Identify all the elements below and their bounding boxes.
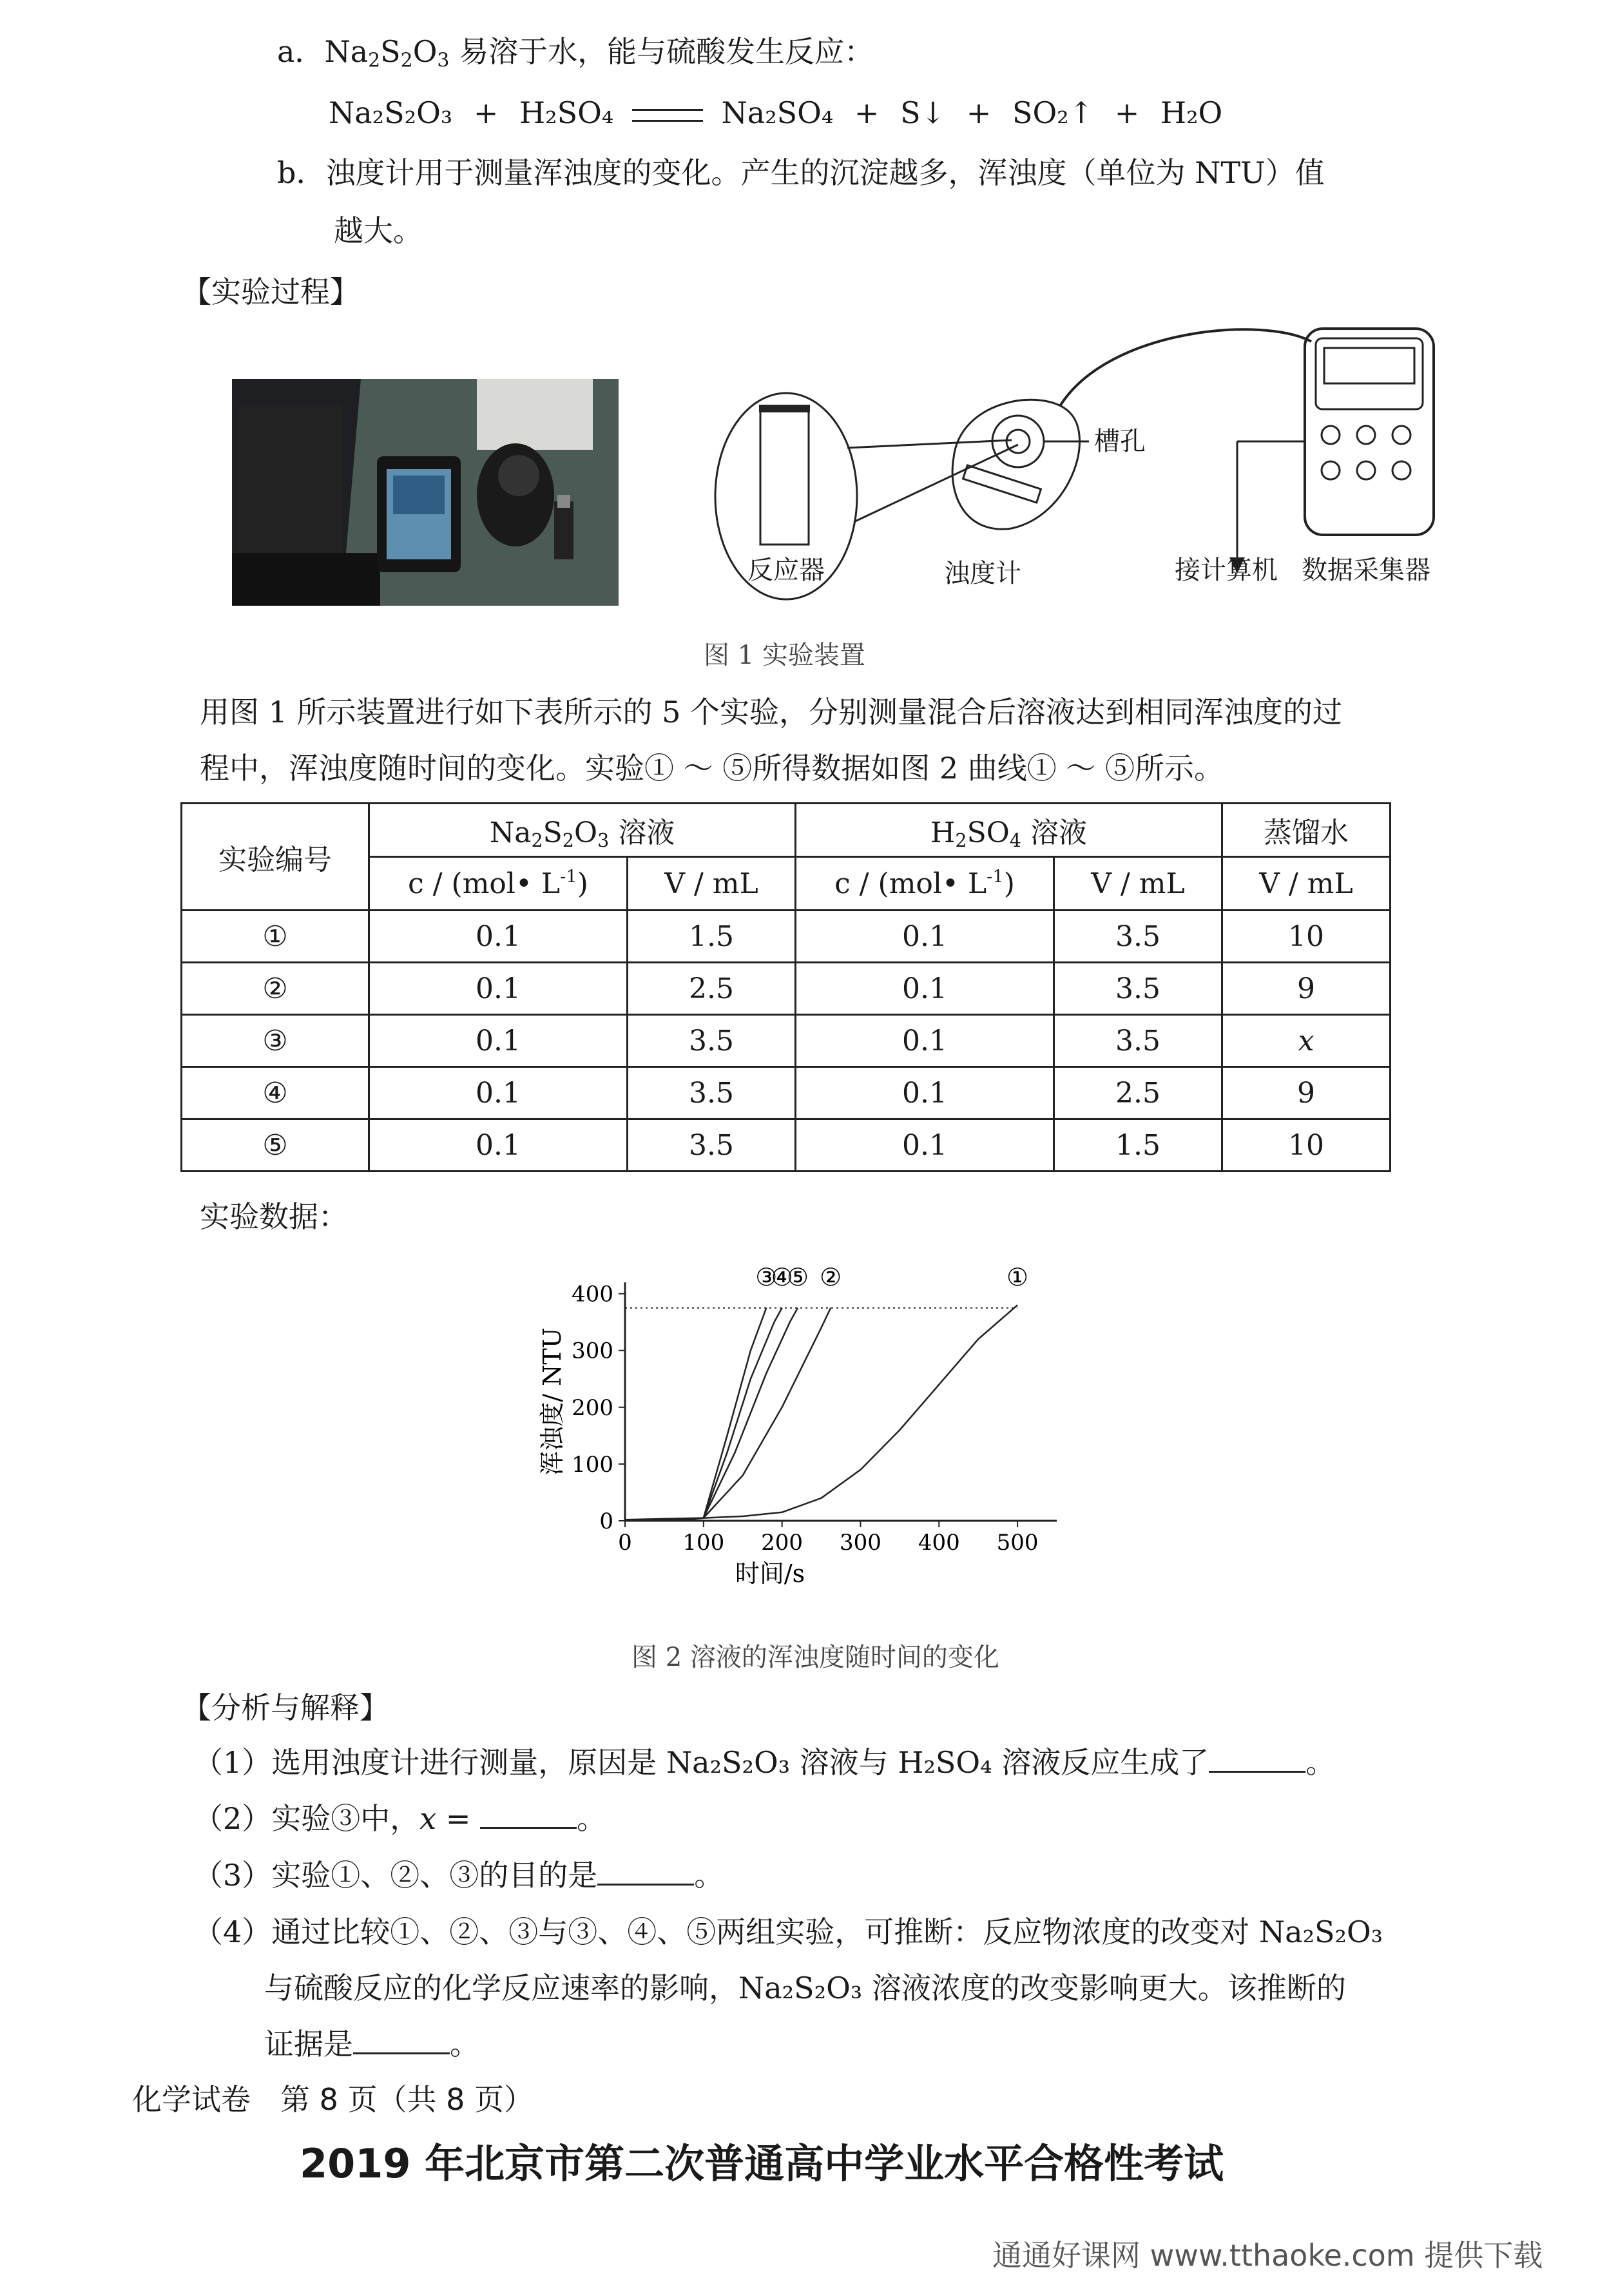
- info-a-text: 易溶于水，能与硫酸发生反应：: [459, 34, 874, 69]
- subheader-na-c: c / (mol• $L^{-1}$): [369, 857, 628, 911]
- y-axis-title: 浑浊度/ NTU: [538, 1327, 566, 1476]
- table-row: [182, 911, 1391, 963]
- turbidity-chart: [528, 1250, 1173, 1611]
- y-tick-label: 200: [572, 1394, 613, 1421]
- na-volume: 3.5: [628, 1067, 796, 1119]
- y-tick-label: 400: [572, 1281, 613, 1307]
- h-volume: 3.5: [1054, 1015, 1222, 1067]
- row-id: ④: [182, 1067, 369, 1119]
- info-b-label: b．: [277, 155, 326, 190]
- subheader-water-v: V / mL: [1222, 857, 1391, 911]
- series-line-2: [625, 1308, 831, 1520]
- eq-product-3: SO₂↑: [1012, 95, 1094, 130]
- watermark: 通通好课网 www.tthaoke.com 提供下载: [992, 2238, 1543, 2273]
- label-collector: 数据采集器: [1302, 555, 1430, 585]
- label-computer: 接计算机: [1175, 555, 1278, 585]
- question-1: （1）选用浊度计进行测量，原因是 Na₂S₂O₃ 溶液与 H₂SO₄ 溶液反应生成了 。: [193, 1745, 1336, 1780]
- intro-line1: 用图 1 所示装置进行如下表所示的 5 个实验，分别测量混合后溶液达到相同浑浊度的过: [200, 695, 1343, 729]
- na-volume: 2.5: [628, 963, 796, 1015]
- figure1-caption: 图 1 实验装置: [704, 641, 865, 670]
- answer-blank-2[interactable]: [480, 1801, 577, 1829]
- question-2: （2）实验③中，x = 。: [193, 1801, 607, 1836]
- eq-plus-2: +: [854, 95, 880, 130]
- series-line-3: [625, 1308, 766, 1520]
- table-row: [182, 963, 1391, 1015]
- answer-blank-3[interactable]: [597, 1858, 694, 1886]
- page-footer: 化学试卷 第 8 页（共 8 页）: [132, 2082, 534, 2117]
- answer-blank-4[interactable]: [353, 2027, 450, 2054]
- water-volume: 10: [1222, 1119, 1391, 1172]
- series-label-5: ⑤: [786, 1263, 809, 1291]
- x-tick-label: 100: [682, 1530, 725, 1556]
- info-item-a: [277, 32, 874, 71]
- water-volume: 9: [1222, 1067, 1391, 1119]
- h-conc: 0.1: [796, 1067, 1054, 1119]
- row-id: ⑤: [182, 1119, 369, 1172]
- question-3: （3）实验①、②、③的目的是 。: [193, 1858, 724, 1893]
- water-volume: x: [1222, 1015, 1391, 1067]
- y-tick-label: 300: [572, 1338, 613, 1364]
- na-volume: 1.5: [628, 911, 796, 963]
- header-na2s2o3: $Na_2S_2O_3$ 溶液: [369, 804, 796, 857]
- label-reactor: 反应器: [747, 555, 825, 585]
- series-label-3: ③: [755, 1263, 778, 1291]
- header-h2so4: $H_2SO_4$ 溶液: [796, 804, 1222, 857]
- h-volume: 2.5: [1054, 1067, 1222, 1119]
- series-label-2: ②: [820, 1263, 842, 1291]
- subheader-h-v: V / mL: [1054, 857, 1222, 911]
- series-line-4: [625, 1308, 782, 1520]
- y-tick-label: 0: [599, 1509, 613, 1534]
- y-tick-label: 100: [572, 1451, 613, 1478]
- series-line-1: [625, 1305, 1017, 1519]
- na-conc: 0.1: [369, 1119, 628, 1172]
- x-axis-title: 时间/s: [735, 1559, 805, 1588]
- eq-reactant-2: H₂SO₄: [519, 95, 614, 130]
- header-experiment-id: 实验编号: [182, 804, 369, 911]
- intro-line2: 程中，浑浊度随时间的变化。实验① ～ ⑤所得数据如图 2 曲线① ～ ⑤所示。: [200, 751, 1224, 786]
- na-conc: 0.1: [369, 911, 628, 963]
- turbidimeter-body: [952, 400, 1079, 529]
- info-item-b-line2: 越大。: [334, 213, 423, 248]
- na-conc: 0.1: [369, 1015, 628, 1067]
- x-tick-label: 0: [618, 1530, 632, 1556]
- subheader-h-c: c / (mol• $L^{-1}$): [796, 857, 1054, 911]
- eq-reactant-1: Na₂S₂O₃: [329, 95, 453, 130]
- series-label-1: ①: [1006, 1263, 1029, 1291]
- row-id: ②: [182, 963, 369, 1015]
- h-volume: 1.5: [1054, 1119, 1222, 1172]
- x-tick-label: 400: [918, 1530, 960, 1556]
- eq-product-4: H₂O: [1160, 95, 1223, 130]
- eq-plus-1: +: [473, 95, 499, 130]
- h-conc: 0.1: [796, 1015, 1054, 1067]
- figure2-caption: 图 2 溶液的浑浊度随时间的变化: [631, 1643, 999, 1672]
- formula-na2s2o3: $Na_2S_2O_3$: [324, 34, 450, 72]
- series-label-4: ④: [771, 1263, 793, 1291]
- x-tick-label: 300: [840, 1530, 881, 1556]
- question-4-line2: 与硫酸反应的化学反应速率的影响，Na₂S₂O₃ 溶液浓度的改变影响更大。该推断的: [264, 1971, 1346, 2005]
- reactor-tube: [760, 409, 809, 545]
- info-b-text: 浊度计用于测量浑浊度的变化。产生的沉淀越多，浑浊度（单位为 NTU）值: [325, 155, 1325, 190]
- subheader-na-v: V / mL: [628, 857, 796, 911]
- eq-plus-4: +: [1114, 95, 1140, 130]
- info-a-label: a．: [277, 34, 325, 69]
- header-water: 蒸馏水: [1222, 804, 1391, 857]
- question-4-line3: 证据是 。: [264, 2027, 479, 2061]
- water-volume: 9: [1222, 963, 1391, 1015]
- eq-product-2: S↓: [900, 95, 946, 130]
- apparatus-photo: [232, 379, 619, 606]
- x-tick-label: 200: [761, 1530, 804, 1556]
- table-row: [182, 1015, 1391, 1067]
- water-volume: 10: [1222, 911, 1391, 963]
- table-row: [182, 1067, 1391, 1119]
- eq-plus-3: +: [966, 95, 992, 130]
- row-id: ①: [182, 911, 369, 963]
- table-row: [182, 1119, 1391, 1172]
- x-tick-label: 500: [996, 1530, 1039, 1556]
- row-id: ③: [182, 1015, 369, 1067]
- question-4-line1: （4）通过比较①、②、③与③、④、⑤两组实验，可推断：反应物浓度的改变对 Na₂S₂O₃: [193, 1915, 1383, 1949]
- h-conc: 0.1: [796, 1119, 1054, 1172]
- experiment-table: [180, 802, 1391, 1172]
- eq-double-arrow: [632, 109, 703, 122]
- slot-inner: [1006, 430, 1030, 453]
- eq-product-1: Na₂SO₄: [721, 95, 834, 130]
- info-item-b-line1: [277, 153, 1325, 192]
- section-heading-analysis: 【分析与解释】: [182, 1690, 389, 1725]
- na-volume: 3.5: [628, 1119, 796, 1172]
- h-conc: 0.1: [796, 911, 1054, 963]
- na-volume: 3.5: [628, 1015, 796, 1067]
- h-volume: 3.5: [1054, 963, 1222, 1015]
- reaction-equation: [329, 93, 1222, 132]
- answer-blank-1[interactable]: [1209, 1745, 1305, 1773]
- na-conc: 0.1: [369, 963, 628, 1015]
- exam-title: 2019 年北京市第二次普通高中学业水平合格性考试: [300, 2140, 1224, 2187]
- label-turbidimeter: 浊度计: [944, 559, 1021, 588]
- na-conc: 0.1: [369, 1067, 628, 1119]
- h-volume: 3.5: [1054, 911, 1222, 963]
- label-slot: 槽孔: [1094, 427, 1146, 456]
- data-label: 实验数据：: [200, 1199, 348, 1234]
- section-heading-process: 【实验过程】: [182, 275, 360, 309]
- h-conc: 0.1: [796, 963, 1054, 1015]
